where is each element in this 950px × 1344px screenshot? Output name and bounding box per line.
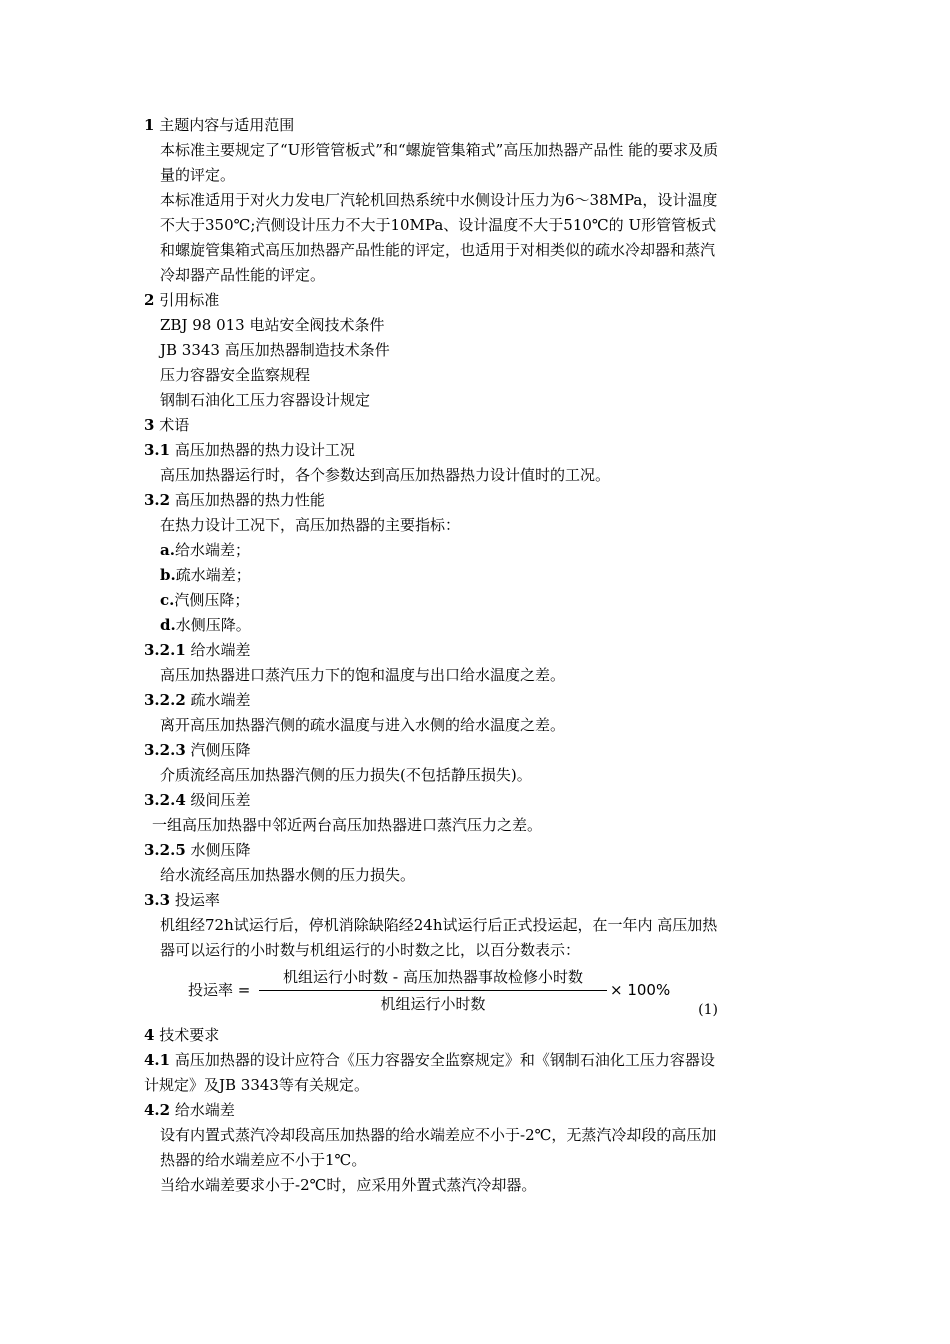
list-item: b.疏水端差； (160, 566, 251, 584)
section-3-3-heading: 3.3 投运率 (144, 891, 220, 909)
section-3-2-1-text: 高压加热器进口蒸汽压力下的饱和温度与出口给水温度之差。 (160, 666, 566, 684)
document-page (144, 113, 724, 1198)
section-3-heading: 3 术语 (144, 416, 190, 434)
list-item: a.给水端差； (160, 541, 250, 559)
reference-item: 钢制石油化工压力容器设计规定 (160, 391, 371, 409)
section-1-heading: 1 主题内容与适用范围 (144, 116, 295, 134)
section-3-2-1-heading: 3.2.1 给水端差 (144, 641, 251, 659)
section-3-1-text: 高压加热器运行时，各个参数达到高压加热器热力设计值时的工况。 (160, 466, 611, 484)
section-3-2-5-text: 给水流经高压加热器水侧的压力损失。 (160, 866, 416, 884)
section-4-1-text: 4.1 高压加热器的设计应符合《压力容器安全监察规定》和《钢制石油化工压力容器设计规定》及JB 3343等有关规定。 (144, 1051, 715, 1094)
formula-denominator: 机组运行小时数 (380, 995, 486, 1013)
section-3-2-3-heading: 3.2.3 汽侧压降 (144, 741, 251, 759)
formula-fraction-bar (259, 990, 607, 991)
reference-item: 压力容器安全监察规程 (160, 366, 311, 384)
section-3-3-text: 机组经72h试运行后，停机消除缺陷经24h试运行后正式投运起，在一年内 高压加热器可以运行的小时数与机组运行的小时数之比，以百分数表示： (160, 916, 718, 959)
section-3-2-2-heading: 3.2.2 疏水端差 (144, 691, 251, 709)
section-3-1-heading: 3.1 高压加热器的热力设计工况 (144, 441, 355, 459)
section-3-2-4-text: 一组高压加热器中邻近两台高压加热器进口蒸汽压力之差。 (152, 816, 543, 834)
section-3-2-heading: 3.2 高压加热器的热力性能 (144, 491, 325, 509)
reference-item: JB 3343 高压加热器制造技术条件 (160, 341, 390, 359)
formula-numerator: 机组运行小时数 - 高压加热器事故检修小时数 (283, 968, 583, 986)
section-4-2-text-2: 当给水端差要求小于-2℃时，应采用外置式蒸汽冷却器。 (160, 1176, 537, 1194)
section-2-heading: 2 引用标准 (144, 291, 220, 309)
section-3-2-4-heading: 3.2.4 级间压差 (144, 791, 251, 809)
list-item: c.汽侧压降； (160, 591, 250, 609)
formula-lhs: 投运率 = (188, 981, 251, 999)
section-3-2-3-text: 介质流经高压加热器汽侧的压力损失(不包括静压损失)。 (160, 766, 532, 784)
formula-number: (1) (698, 1002, 718, 1018)
list-item: d.水侧压降。 (160, 616, 251, 634)
section-3-2-2-text: 离开高压加热器汽侧的疏水温度与进入水侧的给水温度之差。 (160, 716, 566, 734)
section-4-2-heading: 4.2 给水端差 (144, 1101, 235, 1119)
formula-rhs: × 100% (610, 981, 671, 999)
section-3-2-text: 在热力设计工况下，高压加热器的主要指标： (160, 516, 461, 534)
section-1-paragraph-2: 本标准适用于对火力发电厂汽轮机回热系统中水侧设计压力为6～38MPa，设计温度不大于350℃;汽侧设计压力不大于10MPa、设计温度不大于510℃的 U形管管板式和螺旋管集箱式高压加热器产品性能的评定，也适用于对相类似的疏水冷却器和蒸汽冷却器产品性能的评定。 (160, 191, 718, 284)
section-1-paragraph-1: 本标准主要规定了“U形管管板式”和“螺旋管集箱式”高压加热器产品性 能的要求及质量的评定。 (160, 141, 719, 184)
reference-item: ZBJ 98 013 电站安全阀技术条件 (160, 316, 385, 334)
section-4-heading: 4 技术要求 (144, 1026, 220, 1044)
section-3-2-5-heading: 3.2.5 水侧压降 (144, 841, 251, 859)
section-4-2-text-1: 设有内置式蒸汽冷却段高压加热器的给水端差应不小于-2℃，无蒸汽冷却段的高压加热器的给水端差应不小于1℃。 (160, 1126, 717, 1169)
availability-formula (144, 966, 724, 1023)
